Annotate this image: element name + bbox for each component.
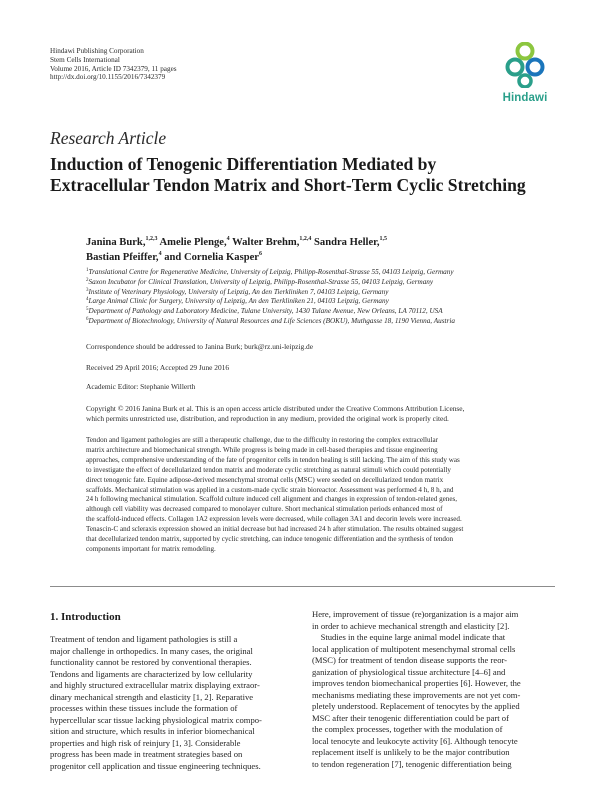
abstract	[86, 436, 552, 555]
author-list	[86, 236, 546, 265]
affiliation-num: 6	[86, 316, 89, 322]
author: and Cornelia Kasper	[161, 251, 259, 263]
abstract-line: Tenascin-C and scleraxis expression showed an initial decrease but had increased 24 h after stimulation. The results obtained suggest	[86, 525, 464, 534]
author-sup: 1,5	[379, 236, 388, 242]
affiliation-text: Saxon Incubator for Clinical Translation, University of Leipzig, Philipp-Rosenthal-Strasse 55, 04103 Leipzig, Germany	[88, 277, 434, 286]
body-line: progenitor cell application and tissue engineering techniques.	[50, 760, 261, 771]
body-line: pletely understood. Replacement of tenocytes by the applied	[312, 701, 520, 711]
abstract-line: that decellularized tendon matrix, supported by cyclic stretching, can induce tenogenic differentiation and the synthesis of tendon	[86, 535, 454, 544]
affiliation-text: Institute of Veterinary Physiology, University of Leipzig, An den Tierkliniken 7, 04103 Leipzig, Germany	[88, 287, 389, 296]
body-line: mechanisms mediating these improvements are not yet com-	[312, 689, 521, 700]
author-sup: 4	[158, 250, 162, 257]
abstract-line: to investigate the effect of decellularized tendon matrix and moderate cyclic stretching as natural stimuli which could potentially	[86, 465, 451, 474]
body-line: local tenocyte and leukocyte activity [6]. Although tenocyte	[312, 735, 518, 746]
copyright-line: which permits unrestricted use, distribution, and reproduction in any medium, provided the original work is properly cited.	[86, 414, 449, 423]
abstract-line: 24 h following mechanical stimulation. Scaffold culture induced cell alignment and changes in expression of tendon-related genes,	[86, 495, 457, 504]
body-line: Here, improvement of tissue (re)organization is a major aim	[312, 609, 519, 619]
affiliation-text: Department of Pathology and Laboratory Medicine, Tulane University, 1430 Tulane Avenue, New Orleans, LA 70112, USA	[88, 307, 443, 316]
affiliation-num: 4	[86, 297, 89, 303]
affiliation-item	[86, 278, 566, 288]
affiliation-text: Large Animal Clinic for Surgery, University of Leipzig, An den Tierkliniken 21, 04103 Leipzig, Germany	[88, 297, 389, 306]
section-heading: 1. Introduction	[50, 611, 121, 623]
body-line: dinary mechanical strength and elasticity [1, 2]. Reparative	[50, 691, 254, 702]
academic-editor: Academic Editor: Stephanie Willerth	[86, 382, 196, 391]
affiliation-item	[86, 297, 566, 307]
author: Janina Burk,	[86, 237, 146, 248]
affiliation-num: 5	[86, 307, 89, 313]
body-line: MSC after their tenogenic differentiation could be part of	[312, 712, 509, 723]
abstract-line: matrix architecture and biomechanical strength. While progress is being made in cell-based therapies and tissue engineering	[86, 445, 438, 454]
body-line: properties and high risk of reinjury [1, 3]. Considerable	[50, 737, 241, 748]
body-line: and highly structured extracellular matrix displaying extraor-	[50, 680, 260, 690]
author-sup: 1,2,3	[145, 236, 158, 242]
author: Amelie Plenge,	[157, 237, 227, 248]
body-line: local application of multipotent mesenchymal stromal cells	[312, 643, 516, 654]
body-line: processes within these tissues include the formation of	[50, 703, 238, 713]
abstract-line: components important for matrix remodeling.	[86, 544, 216, 553]
left-column	[50, 634, 295, 772]
body-line: sition and structure, which results in inferior biomechanical	[50, 726, 255, 736]
body-line: functionality cannot be restored by conventional therapies.	[50, 657, 252, 667]
body-line: Tendons and ligaments are characterized by low cellularity	[50, 668, 253, 679]
affiliation-text: Department of Biotechnology, University of Natural Resources and Life Sciences (BOKU), Muthgasse 18, 1190 Vienna, Austria	[88, 316, 455, 325]
author: Bastian Pfeiffer,	[86, 251, 159, 263]
title-line: Induction of Tenogenic Differentiation Mediated by	[50, 154, 437, 174]
hindawi-logo[interactable]	[496, 42, 554, 106]
body-line: ganization of physiological tissue architecture [4–6] and	[312, 666, 506, 677]
body-line: to tendon regeneration [7], tenogenic differentiation being	[312, 758, 512, 769]
title-line: Extracellular Tendon Matrix and Short-Term Cyclic Stretching	[50, 175, 526, 195]
copyright-line: Copyright © 2016 Janina Burk et al. This is an open access article distributed under the Creative Commons Attribution License,	[86, 404, 465, 413]
body-line: Studies in the equine large animal model indicate that	[312, 632, 506, 642]
affiliation-num: 1	[86, 268, 89, 273]
journal-name: Stem Cells International	[50, 55, 120, 64]
correspondence: Correspondence should be addressed to Janina Burk; burk@rz.uni-leipzig.de	[86, 342, 314, 351]
doi-link[interactable]: http://dx.doi.org/10.1155/2016/7342379	[50, 73, 166, 82]
author: Walter Brehm,	[229, 237, 300, 248]
paper-title	[50, 154, 570, 196]
abstract-line: approaches, comprehensive understanding of the fate of progenitor cells in tendon healing is still lacking. The aim of this study was	[86, 455, 460, 464]
journal-meta	[50, 47, 177, 82]
copyright-notice	[86, 404, 556, 424]
author-sup: 1,2,4	[299, 236, 312, 242]
body-line: replacement itself is unlikely to be the major contribution	[312, 747, 510, 757]
body-line: Treatment of tendon and ligament pathologies is still a	[50, 634, 238, 644]
section-divider	[50, 586, 555, 587]
body-line: the complex processes, together with the modulation of	[312, 724, 503, 734]
abstract-line: although cell viability was decreased compared to monolayer culture. Short mechanical stimulation periods enhanced most of	[86, 505, 443, 514]
publisher: Hindawi Publishing Corporation	[50, 47, 144, 55]
abstract-line: direct tenogenic fate. Equine adipose-derived mesenchymal stromal cells (MSC) were seeded on decellularized tendon matrix	[86, 475, 444, 484]
right-column	[312, 609, 557, 770]
body-line: (MSC) for treatment of tendon disease supports the reor-	[312, 655, 508, 665]
body-line: improves tendon biomechanical properties [6]. However, the	[312, 678, 521, 688]
affiliation-num: 2	[86, 277, 89, 283]
body-line: hypercellular scar tissue lacking physiological matrix compo-	[50, 714, 262, 725]
article-type: Research Article	[50, 128, 167, 148]
affiliation-item	[86, 317, 566, 327]
abstract-line: scaffolds. Mechanical stimulation was applied in a custom-made cyclic strain bioreactor. Assessment was performed 4 h, 8 h, and	[86, 485, 454, 494]
logo-text: Hindawi	[502, 92, 548, 104]
affiliation-item	[86, 307, 566, 317]
abstract-line: the scaffold-induced effects. Collagen 1A2 expression levels were decreased, while collagen 3A1 and decorin levels were increased.	[86, 515, 462, 524]
author: Sandra Heller,	[311, 237, 380, 248]
volume-info: Volume 2016, Article ID 7342379, 11 pages	[50, 64, 177, 73]
author-sup: 6	[259, 250, 262, 257]
affiliation-item	[86, 288, 566, 298]
received-dates: Received 29 April 2016; Accepted 29 June 2016	[86, 363, 230, 372]
affiliation-item	[86, 268, 566, 278]
body-line: major challenge in orthopedics. In many cases, the original	[50, 645, 253, 656]
author-sup: 4	[226, 236, 230, 242]
hindawi-logo-icon	[504, 42, 546, 88]
affiliations	[86, 268, 566, 327]
body-line: progress has been made in treatment strategies based on	[50, 749, 243, 759]
affiliation-num: 3	[86, 287, 89, 293]
body-line: in order to achieve mechanical strength and elasticity [2].	[312, 620, 510, 631]
affiliation-text: Translational Centre for Regenerative Medicine, University of Leipzig, Philipp-Rosenthal-Strasse 55, 04103 Leipzig, Germany	[88, 268, 454, 276]
abstract-line: Tendon and ligament pathologies are still a therapeutic challenge, due to the difficulty in restoring the complex extracellular	[86, 436, 438, 444]
